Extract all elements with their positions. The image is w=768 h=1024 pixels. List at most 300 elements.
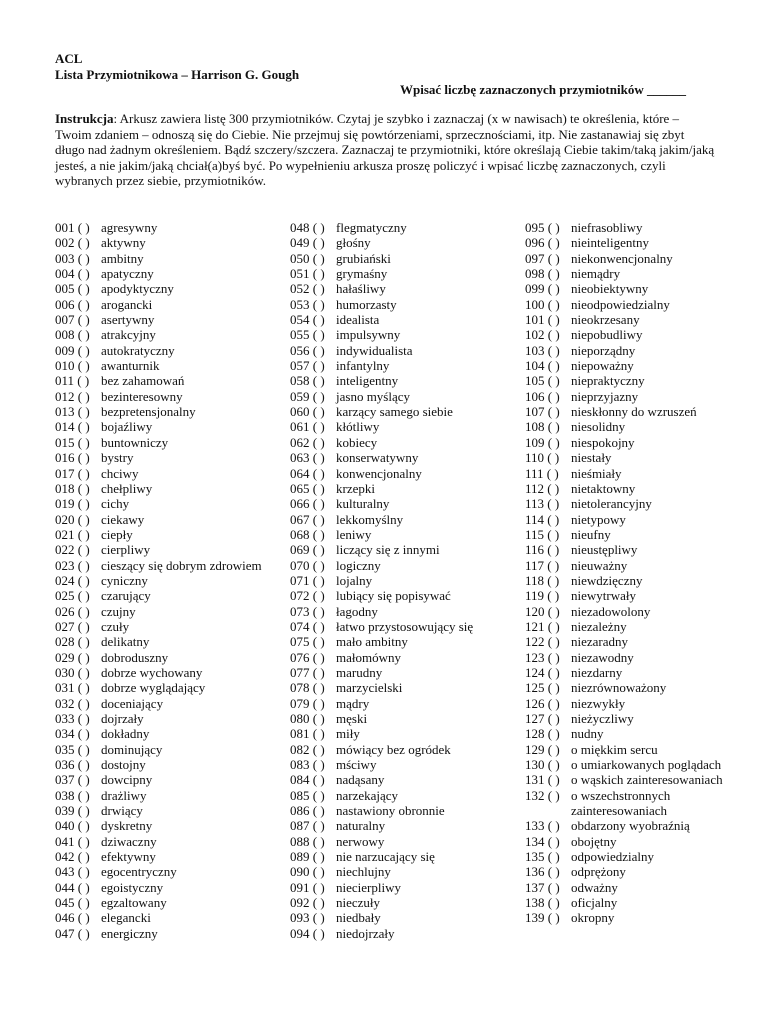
item-number-checkbox[interactable]: 084 ( )	[290, 772, 325, 788]
item-number-checkbox[interactable]: 123 ( )	[525, 649, 560, 665]
adjective-item[interactable]	[525, 757, 753, 772]
item-number-checkbox[interactable]: 007 ( )	[55, 312, 90, 328]
adjective-item[interactable]	[525, 542, 753, 557]
item-number-checkbox[interactable]: 099 ( )	[525, 281, 560, 297]
adjective-item[interactable]	[525, 251, 753, 266]
adjective-item[interactable]	[525, 404, 753, 419]
item-number-checkbox[interactable]: 121 ( )	[525, 618, 560, 634]
adjective-item[interactable]	[55, 788, 283, 803]
item-number-checkbox[interactable]: 036 ( )	[55, 757, 90, 773]
adjective-item[interactable]	[290, 419, 518, 434]
adjective-item[interactable]	[525, 343, 753, 358]
item-adjective: odprężony	[571, 864, 626, 880]
item-number-checkbox[interactable]: 089 ( )	[290, 849, 325, 865]
adjective-item[interactable]	[525, 834, 753, 849]
item-number-checkbox[interactable]: 049 ( )	[290, 235, 325, 251]
adjective-item[interactable]	[290, 757, 518, 772]
item-number-checkbox[interactable]: 012 ( )	[55, 388, 90, 404]
adjective-item[interactable]	[525, 895, 753, 910]
adjective-item[interactable]	[525, 389, 753, 404]
adjective-item[interactable]	[55, 266, 283, 281]
adjective-item[interactable]	[290, 389, 518, 404]
adjective-item[interactable]	[525, 419, 753, 434]
item-adjective: cichy	[101, 496, 130, 512]
item-number-checkbox[interactable]: 056 ( )	[290, 342, 325, 358]
adjective-item[interactable]	[525, 696, 753, 711]
adjective-item[interactable]	[55, 696, 283, 711]
adjective-item[interactable]	[290, 864, 518, 879]
item-number-checkbox[interactable]: 005 ( )	[55, 281, 90, 297]
item-number-checkbox[interactable]: 054 ( )	[290, 312, 325, 328]
adjective-item[interactable]	[290, 312, 518, 327]
item-adjective: indywidualista	[336, 342, 413, 358]
item-number-checkbox[interactable]: 110 ( )	[525, 450, 560, 466]
item-number-checkbox[interactable]: 130 ( )	[525, 757, 560, 773]
adjective-item[interactable]	[290, 726, 518, 741]
item-number-checkbox[interactable]: 025 ( )	[55, 588, 90, 604]
adjective-item[interactable]	[290, 619, 518, 634]
item-number-checkbox[interactable]: 107 ( )	[525, 404, 560, 420]
item-number-checkbox[interactable]: 018 ( )	[55, 480, 90, 496]
adjective-item[interactable]	[290, 788, 518, 803]
item-number-checkbox[interactable]: 108 ( )	[525, 419, 560, 435]
item-number-checkbox[interactable]: 044 ( )	[55, 879, 90, 895]
adjective-item[interactable]	[55, 573, 283, 588]
item-number-checkbox[interactable]: 034 ( )	[55, 726, 90, 742]
item-number-checkbox[interactable]: 065 ( )	[290, 480, 325, 496]
item-number-checkbox[interactable]: 014 ( )	[55, 419, 90, 435]
item-number-checkbox[interactable]: 060 ( )	[290, 404, 325, 420]
adjective-item[interactable]	[290, 772, 518, 787]
item-number-checkbox[interactable]: 129 ( )	[525, 741, 560, 757]
item-number-checkbox[interactable]: 043 ( )	[55, 864, 90, 880]
adjective-item[interactable]	[55, 542, 283, 557]
adjective-item[interactable]	[55, 389, 283, 404]
adjective-item[interactable]	[525, 266, 753, 281]
adjective-item[interactable]	[290, 266, 518, 281]
adjective-item[interactable]	[290, 849, 518, 864]
item-number-checkbox[interactable]: 013 ( )	[55, 404, 90, 420]
adjective-item[interactable]	[55, 864, 283, 879]
item-number-checkbox[interactable]: 063 ( )	[290, 450, 325, 466]
item-number-checkbox[interactable]: 004 ( )	[55, 266, 90, 282]
adjective-item[interactable]	[55, 803, 283, 818]
item-number-checkbox[interactable]: 069 ( )	[290, 542, 325, 558]
adjective-item[interactable]	[525, 297, 753, 312]
adjective-item[interactable]	[525, 742, 753, 757]
item-number-checkbox[interactable]: 052 ( )	[290, 281, 325, 297]
adjective-item[interactable]	[55, 926, 283, 941]
item-number-checkbox[interactable]: 105 ( )	[525, 373, 560, 389]
item-adjective: drażliwy	[101, 787, 147, 803]
item-number-checkbox[interactable]: 061 ( )	[290, 419, 325, 435]
adjective-item[interactable]	[55, 680, 283, 695]
item-number-checkbox[interactable]: 109 ( )	[525, 434, 560, 450]
instructions-lead: Instrukcja	[55, 111, 114, 126]
item-number-checkbox[interactable]: 042 ( )	[55, 849, 90, 865]
item-number-checkbox[interactable]: 021 ( )	[55, 526, 90, 542]
item-number-checkbox[interactable]: 118 ( )	[525, 572, 560, 588]
item-adjective: humorzasty	[336, 296, 397, 312]
adjective-item[interactable]	[290, 818, 518, 833]
adjective-item[interactable]	[290, 481, 518, 496]
item-adjective: ciepły	[101, 526, 133, 542]
item-adjective: niefrasobliwy	[571, 220, 643, 235]
adjective-item[interactable]	[290, 926, 518, 941]
item-adjective: dyskretny	[101, 818, 153, 834]
adjective-item[interactable]	[525, 312, 753, 327]
adjective-item[interactable]	[290, 558, 518, 573]
item-number-checkbox[interactable]: 116 ( )	[525, 542, 560, 558]
adjective-item[interactable]	[525, 726, 753, 741]
adjective-item[interactable]	[55, 358, 283, 373]
item-number-checkbox[interactable]: 132 ( )	[525, 787, 560, 803]
item-number-checkbox[interactable]: 131 ( )	[525, 772, 560, 788]
adjective-item[interactable]	[525, 358, 753, 373]
item-number-checkbox[interactable]: 024 ( )	[55, 572, 90, 588]
adjective-item[interactable]	[55, 818, 283, 833]
adjective-item[interactable]	[525, 772, 753, 787]
item-number-checkbox[interactable]: 134 ( )	[525, 833, 560, 849]
item-number-checkbox[interactable]: 057 ( )	[290, 358, 325, 374]
item-number-checkbox[interactable]: 080 ( )	[290, 711, 325, 726]
adjective-item[interactable]	[55, 220, 283, 235]
item-number-checkbox[interactable]: 075 ( )	[290, 634, 325, 650]
adjective-item[interactable]	[290, 466, 518, 481]
adjective-item[interactable]	[55, 512, 283, 527]
adjective-item[interactable]	[525, 665, 753, 680]
adjective-item[interactable]	[55, 527, 283, 542]
adjective-item[interactable]	[290, 373, 518, 388]
item-number-checkbox[interactable]: 033 ( )	[55, 711, 90, 726]
item-number-checkbox[interactable]: 122 ( )	[525, 634, 560, 650]
item-number-checkbox[interactable]: 086 ( )	[290, 803, 325, 819]
item-adjective: konwencjonalny	[336, 465, 422, 481]
adjective-item[interactable]	[290, 634, 518, 649]
item-number-checkbox[interactable]: 103 ( )	[525, 342, 560, 358]
item-number-checkbox[interactable]: 073 ( )	[290, 603, 325, 619]
item-number-checkbox[interactable]: 091 ( )	[290, 879, 325, 895]
item-number-checkbox[interactable]: 040 ( )	[55, 818, 90, 834]
adjective-item[interactable]	[55, 665, 283, 680]
adjective-item[interactable]	[525, 634, 753, 649]
item-adjective: odpowiedzialny	[571, 849, 655, 865]
adjective-item[interactable]	[525, 588, 753, 603]
item-number-checkbox[interactable]: 046 ( )	[55, 910, 90, 926]
adjective-item[interactable]	[290, 251, 518, 266]
adjective-item[interactable]	[290, 665, 518, 680]
item-number-checkbox[interactable]: 008 ( )	[55, 327, 90, 343]
adjective-item[interactable]	[290, 650, 518, 665]
adjective-item[interactable]	[290, 680, 518, 695]
item-number-checkbox[interactable]: 047 ( )	[55, 925, 90, 941]
item-adjective: efektywny	[101, 849, 156, 865]
item-number-checkbox[interactable]: 093 ( )	[290, 910, 325, 926]
item-number-checkbox[interactable]: 092 ( )	[290, 895, 325, 911]
item-number-checkbox[interactable]: 066 ( )	[290, 496, 325, 512]
item-number-checkbox[interactable]: 003 ( )	[55, 250, 90, 266]
adjective-item[interactable]	[525, 512, 753, 527]
item-number-checkbox[interactable]: 035 ( )	[55, 741, 90, 757]
adjective-item[interactable]	[525, 435, 753, 450]
adjective-item[interactable]	[55, 281, 283, 296]
item-number-checkbox[interactable]: 137 ( )	[525, 879, 560, 895]
adjective-item[interactable]	[55, 834, 283, 849]
item-number-checkbox[interactable]: 074 ( )	[290, 618, 325, 634]
adjective-item[interactable]	[55, 742, 283, 757]
item-number-checkbox[interactable]: 101 ( )	[525, 312, 560, 328]
item-number-checkbox[interactable]: 117 ( )	[525, 557, 560, 573]
item-number-checkbox[interactable]: 115 ( )	[525, 526, 560, 542]
item-number-checkbox[interactable]: 048 ( )	[290, 220, 325, 235]
adjective-item[interactable]	[525, 788, 753, 819]
item-number-checkbox[interactable]: 126 ( )	[525, 695, 560, 711]
item-number-checkbox[interactable]: 071 ( )	[290, 572, 325, 588]
item-adjective: niezawodny	[571, 649, 634, 665]
item-number-checkbox[interactable]: 114 ( )	[525, 511, 560, 527]
adjective-item[interactable]	[290, 435, 518, 450]
item-number-checkbox[interactable]: 019 ( )	[55, 496, 90, 512]
adjective-item[interactable]	[55, 604, 283, 619]
adjective-item[interactable]	[290, 542, 518, 557]
adjective-item[interactable]	[525, 327, 753, 342]
adjective-item[interactable]	[290, 742, 518, 757]
item-number-checkbox[interactable]: 119 ( )	[525, 588, 560, 604]
adjective-item[interactable]	[55, 481, 283, 496]
adjective-item[interactable]	[525, 466, 753, 481]
adjective-item[interactable]	[290, 573, 518, 588]
item-number-checkbox[interactable]: 006 ( )	[55, 296, 90, 312]
item-adjective: niechlujny	[336, 864, 391, 880]
item-number-checkbox[interactable]: 028 ( )	[55, 634, 90, 650]
adjective-item[interactable]	[525, 604, 753, 619]
item-number-checkbox[interactable]: 136 ( )	[525, 864, 560, 880]
adjective-item[interactable]	[55, 634, 283, 649]
adjective-item[interactable]	[290, 803, 518, 818]
item-number-checkbox[interactable]: 016 ( )	[55, 450, 90, 466]
item-number-checkbox[interactable]: 112 ( )	[525, 480, 560, 496]
adjective-item[interactable]	[290, 512, 518, 527]
item-number-checkbox[interactable]: 096 ( )	[525, 235, 560, 251]
adjective-item[interactable]	[55, 373, 283, 388]
item-number-checkbox[interactable]: 076 ( )	[290, 649, 325, 665]
adjective-item[interactable]	[290, 343, 518, 358]
item-number-checkbox[interactable]: 100 ( )	[525, 296, 560, 312]
item-number-checkbox[interactable]: 059 ( )	[290, 388, 325, 404]
adjective-item[interactable]	[55, 895, 283, 910]
adjective-item[interactable]	[525, 818, 753, 833]
adjective-item[interactable]	[55, 435, 283, 450]
item-number-checkbox[interactable]: 102 ( )	[525, 327, 560, 343]
adjective-item[interactable]	[55, 312, 283, 327]
item-number-checkbox[interactable]: 097 ( )	[525, 250, 560, 266]
adjective-item[interactable]	[290, 235, 518, 250]
item-number-checkbox[interactable]: 077 ( )	[290, 664, 325, 680]
adjective-item[interactable]	[55, 450, 283, 465]
item-number-checkbox[interactable]: 078 ( )	[290, 680, 325, 696]
adjective-item[interactable]	[525, 450, 753, 465]
adjective-item[interactable]	[290, 895, 518, 910]
item-number-checkbox[interactable]: 050 ( )	[290, 250, 325, 266]
adjective-item[interactable]	[55, 650, 283, 665]
adjective-item[interactable]	[55, 235, 283, 250]
item-number-checkbox[interactable]: 030 ( )	[55, 664, 90, 680]
adjective-item[interactable]	[290, 711, 518, 726]
item-number-checkbox[interactable]: 111 ( )	[525, 465, 559, 481]
adjective-item[interactable]	[290, 834, 518, 849]
item-number-checkbox[interactable]: 104 ( )	[525, 358, 560, 374]
item-number-checkbox[interactable]: 023 ( )	[55, 557, 90, 573]
item-number-checkbox[interactable]: 020 ( )	[55, 511, 90, 527]
item-number-checkbox[interactable]: 064 ( )	[290, 465, 325, 481]
item-number-checkbox[interactable]: 083 ( )	[290, 757, 325, 773]
item-number-checkbox[interactable]: 032 ( )	[55, 695, 90, 711]
item-number-checkbox[interactable]: 138 ( )	[525, 895, 560, 911]
item-number-checkbox[interactable]: 029 ( )	[55, 649, 90, 665]
item-adjective: jasno myślący	[336, 388, 411, 404]
item-number-checkbox[interactable]: 127 ( )	[525, 711, 560, 726]
adjective-item[interactable]	[55, 849, 283, 864]
item-number-checkbox[interactable]: 051 ( )	[290, 266, 325, 282]
adjective-item[interactable]	[55, 558, 283, 573]
adjective-item[interactable]	[55, 297, 283, 312]
item-number-checkbox[interactable]: 041 ( )	[55, 833, 90, 849]
item-number-checkbox[interactable]: 017 ( )	[55, 465, 90, 481]
adjective-item[interactable]	[55, 251, 283, 266]
item-adjective: nieskłonny do wzruszeń	[571, 404, 697, 420]
item-number-checkbox[interactable]: 095 ( )	[525, 220, 560, 235]
adjective-item[interactable]	[290, 297, 518, 312]
item-number-checkbox[interactable]: 124 ( )	[525, 664, 560, 680]
item-number-checkbox[interactable]: 045 ( )	[55, 895, 90, 911]
item-number-checkbox[interactable]: 133 ( )	[525, 818, 560, 834]
adjective-item[interactable]	[55, 619, 283, 634]
adjective-item[interactable]	[290, 404, 518, 419]
adjective-item[interactable]	[525, 849, 753, 864]
item-number-checkbox[interactable]: 139 ( )	[525, 910, 560, 926]
item-number-checkbox[interactable]: 015 ( )	[55, 434, 90, 450]
item-number-checkbox[interactable]: 038 ( )	[55, 787, 90, 803]
adjective-item[interactable]	[55, 466, 283, 481]
adjective-item[interactable]	[55, 880, 283, 895]
item-adjective: miły	[336, 726, 360, 742]
item-number-checkbox[interactable]: 085 ( )	[290, 787, 325, 803]
item-number-checkbox[interactable]: 039 ( )	[55, 803, 90, 819]
adjective-item[interactable]	[55, 711, 283, 726]
adjective-item[interactable]	[525, 619, 753, 634]
item-number-checkbox[interactable]: 079 ( )	[290, 695, 325, 711]
item-number-checkbox[interactable]: 002 ( )	[55, 235, 90, 251]
item-number-checkbox[interactable]: 031 ( )	[55, 680, 90, 696]
adjective-item[interactable]	[55, 910, 283, 925]
adjective-item[interactable]	[290, 910, 518, 925]
adjective-item[interactable]	[525, 235, 753, 250]
adjective-item[interactable]	[55, 404, 283, 419]
item-number-checkbox[interactable]: 087 ( )	[290, 818, 325, 834]
adjective-item[interactable]	[525, 650, 753, 665]
item-number-checkbox[interactable]: 098 ( )	[525, 266, 560, 282]
adjective-item[interactable]	[290, 281, 518, 296]
item-number-checkbox[interactable]: 011 ( )	[55, 373, 90, 389]
adjective-item[interactable]	[290, 696, 518, 711]
item-number-checkbox[interactable]: 027 ( )	[55, 618, 90, 634]
adjective-item[interactable]	[55, 343, 283, 358]
adjective-item[interactable]	[525, 711, 753, 726]
adjective-item[interactable]	[525, 864, 753, 879]
adjective-item[interactable]	[525, 220, 753, 235]
adjective-item[interactable]	[290, 604, 518, 619]
item-number-checkbox[interactable]: 070 ( )	[290, 557, 325, 573]
item-number-checkbox[interactable]: 001 ( )	[55, 220, 90, 235]
adjective-item[interactable]	[290, 450, 518, 465]
adjective-item[interactable]	[55, 327, 283, 342]
adjective-item[interactable]	[290, 496, 518, 511]
item-number-checkbox[interactable]: 088 ( )	[290, 833, 325, 849]
item-number-checkbox[interactable]: 106 ( )	[525, 388, 560, 404]
item-adjective: grymaśny	[336, 266, 388, 282]
adjective-item[interactable]	[290, 327, 518, 342]
item-adjective: hałaśliwy	[336, 281, 386, 297]
adjective-item[interactable]	[55, 419, 283, 434]
item-adjective: głośny	[336, 235, 371, 251]
adjective-item[interactable]	[55, 588, 283, 603]
item-number-checkbox[interactable]: 058 ( )	[290, 373, 325, 389]
adjective-item[interactable]	[290, 588, 518, 603]
adjective-item[interactable]	[290, 527, 518, 542]
adjective-item[interactable]	[55, 496, 283, 511]
item-number-checkbox[interactable]: 055 ( )	[290, 327, 325, 343]
item-number-checkbox[interactable]: 128 ( )	[525, 726, 560, 742]
item-number-checkbox[interactable]: 135 ( )	[525, 849, 560, 865]
adjective-item[interactable]	[55, 772, 283, 787]
adjective-item[interactable]	[525, 680, 753, 695]
item-number-checkbox[interactable]: 113 ( )	[525, 496, 560, 512]
item-number-checkbox[interactable]: 062 ( )	[290, 434, 325, 450]
item-number-checkbox[interactable]: 022 ( )	[55, 542, 90, 558]
item-number-checkbox[interactable]: 010 ( )	[55, 358, 90, 374]
adjective-item[interactable]	[55, 726, 283, 741]
item-number-checkbox[interactable]: 090 ( )	[290, 864, 325, 880]
item-number-checkbox[interactable]: 072 ( )	[290, 588, 325, 604]
adjective-item[interactable]	[290, 220, 518, 235]
adjective-item[interactable]	[290, 880, 518, 895]
item-number-checkbox[interactable]: 125 ( )	[525, 680, 560, 696]
item-number-checkbox[interactable]: 082 ( )	[290, 741, 325, 757]
item-adjective: chełpliwy	[101, 480, 153, 496]
item-adjective: nieśmiały	[571, 465, 622, 481]
adjective-item[interactable]	[290, 358, 518, 373]
adjective-item[interactable]	[525, 910, 753, 925]
item-number-checkbox[interactable]: 026 ( )	[55, 603, 90, 619]
adjective-item[interactable]	[525, 281, 753, 296]
item-number-checkbox[interactable]: 120 ( )	[525, 603, 560, 619]
item-number-checkbox[interactable]: 009 ( )	[55, 342, 90, 358]
adjective-item[interactable]	[525, 558, 753, 573]
item-number-checkbox[interactable]: 094 ( )	[290, 925, 325, 941]
adjective-item[interactable]	[525, 527, 753, 542]
adjective-item[interactable]	[525, 496, 753, 511]
item-number-checkbox[interactable]: 037 ( )	[55, 772, 90, 788]
adjective-item[interactable]	[525, 880, 753, 895]
adjective-item[interactable]	[525, 573, 753, 588]
adjective-item[interactable]	[55, 757, 283, 772]
item-number-checkbox[interactable]: 053 ( )	[290, 296, 325, 312]
adjective-item[interactable]	[525, 373, 753, 388]
item-number-checkbox[interactable]: 068 ( )	[290, 526, 325, 542]
adjective-item[interactable]	[525, 481, 753, 496]
item-number-checkbox[interactable]: 081 ( )	[290, 726, 325, 742]
item-number-checkbox[interactable]: 067 ( )	[290, 511, 325, 527]
